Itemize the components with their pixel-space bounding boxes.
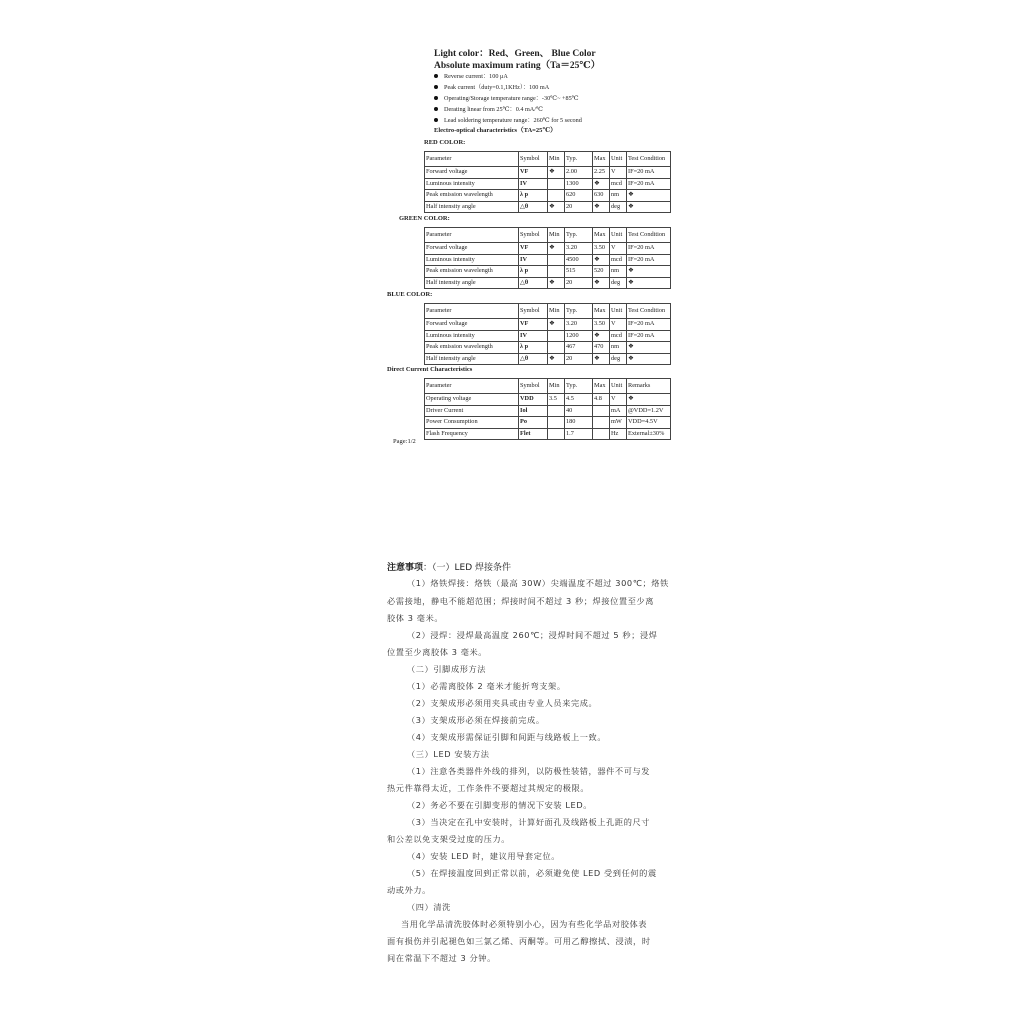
table-cell: ❖ xyxy=(627,190,671,202)
table-cell: nm xyxy=(610,266,627,278)
table-cell: ❖ xyxy=(627,201,671,213)
note-line: （1）必需离胶体 2 毫米才能折弯支架。 xyxy=(407,681,566,691)
table-cell: Luminous intensity xyxy=(425,254,519,266)
table-row xyxy=(425,319,671,331)
table-row xyxy=(425,254,671,266)
table-cell: Power Consumption xyxy=(425,417,519,429)
table-cell: V xyxy=(610,319,627,331)
table-cell: 4500 xyxy=(565,254,593,266)
bullet-icon xyxy=(434,107,438,111)
table-cell: ❖ xyxy=(627,342,671,354)
table-cell xyxy=(593,417,610,429)
table-cell: 1200 xyxy=(565,330,593,342)
table-row xyxy=(425,243,671,255)
rating-item xyxy=(434,71,508,80)
table-row xyxy=(425,428,671,440)
header-cell: Unit xyxy=(610,304,627,319)
table-cell: V xyxy=(610,167,627,179)
table-cell xyxy=(593,428,610,440)
header-cell: Min xyxy=(548,152,565,167)
header-cell: Parameter xyxy=(425,152,519,167)
table-cell: 1.7 xyxy=(565,428,593,440)
table-cell xyxy=(548,254,565,266)
table-row xyxy=(425,353,671,365)
table-cell: VDD xyxy=(519,394,548,406)
table-cell: IF=20 mA xyxy=(627,319,671,331)
table-cell: Hz xyxy=(610,428,627,440)
note-line: 胶体 3 毫米。 xyxy=(387,613,444,623)
note-line: （4）支架成形需保证引脚和间距与线路板上一致。 xyxy=(407,732,607,742)
table-cell: Half intensity angle xyxy=(425,277,519,289)
table-row xyxy=(425,190,671,202)
table-cell: @VDD=1.2V xyxy=(627,405,671,417)
note-line: （2）浸焊：浸焊最高温度 260℃；浸焊时间不超过 5 秒；浸焊 xyxy=(407,630,658,640)
rating-item xyxy=(434,104,543,113)
note-line: （1）烙铁焊接：烙铁（最高 30W）尖端温度不超过 300℃；烙铁 xyxy=(407,578,669,588)
note-line: 位置至少离胶体 3 毫米。 xyxy=(387,647,488,657)
table-cell: 40 xyxy=(565,405,593,417)
header-cell: Test Condition xyxy=(627,228,671,243)
table-cell: ❖ xyxy=(548,319,565,331)
bullet-icon xyxy=(434,85,438,89)
table-cell: VF xyxy=(519,167,548,179)
table-cell: Operating voltage xyxy=(425,394,519,406)
table-row xyxy=(425,201,671,213)
section-label: BLUE COLOR: xyxy=(387,291,433,298)
header-cell: Min xyxy=(548,304,565,319)
table-cell: ❖ xyxy=(593,277,610,289)
note-line: 面有损伤并引起褪色如三氯乙烯、丙酮等。可用乙醇擦拭、浸渍，时 xyxy=(387,936,651,946)
table-cell: IV xyxy=(519,254,548,266)
table-cell: 20 xyxy=(565,201,593,213)
table-cell: Luminous intensity xyxy=(425,178,519,190)
electro-optical-heading: Electro-optical characteristics（TA=25℃） xyxy=(434,127,557,134)
table-cell: Forward voltage xyxy=(425,243,519,255)
header-cell: Typ. xyxy=(565,304,593,319)
table-cell: 1300 xyxy=(565,178,593,190)
table-cell: ❖ xyxy=(627,277,671,289)
table-row xyxy=(425,178,671,190)
color-spec-table xyxy=(424,303,671,365)
table-cell xyxy=(548,428,565,440)
table-cell: mcd xyxy=(610,178,627,190)
table-cell: ❖ xyxy=(548,277,565,289)
table-cell xyxy=(548,342,565,354)
table-cell: △θ xyxy=(519,201,548,213)
table-cell: Peak emission wavelength xyxy=(425,266,519,278)
header-cell: Symbol xyxy=(519,304,548,319)
table-cell: nm xyxy=(610,190,627,202)
notes-title-suffix: ：（一）LED 焊接条件 xyxy=(423,563,512,573)
table-cell: mA xyxy=(610,405,627,417)
note-line: 必需接地，静电不能超范围；焊接时间不超过 3 秒；焊接位置至少离 xyxy=(387,596,655,606)
header-cell: Typ. xyxy=(565,228,593,243)
table-cell xyxy=(548,266,565,278)
rating-text: Lead soldering temperature range：260℃ for 5 second xyxy=(444,117,582,124)
table-cell: 180 xyxy=(565,417,593,429)
note-line: （4）安装 LED 时，建议用导套定位。 xyxy=(407,851,561,861)
notes-heading xyxy=(387,560,511,573)
table-cell: ❖ xyxy=(548,243,565,255)
note-line: （2）务必不要在引脚变形的情况下安装 LED。 xyxy=(407,800,593,810)
header-cell: Max xyxy=(593,152,610,167)
header-cell: Symbol xyxy=(519,379,548,394)
note-line: （四）清洗 xyxy=(407,902,451,912)
table-cell: Luminous intensity xyxy=(425,330,519,342)
table-cell: nm xyxy=(610,342,627,354)
rating-item xyxy=(434,93,579,102)
table-cell: ❖ xyxy=(593,201,610,213)
table-row xyxy=(425,167,671,179)
note-line: 当用化学品清洗胶体时必须特别小心，因为有些化学品对胶体表 xyxy=(401,919,648,929)
header-cell: Test Condition xyxy=(627,152,671,167)
table-cell: Po xyxy=(519,417,548,429)
table-cell: mW xyxy=(610,417,627,429)
section-label: RED COLOR: xyxy=(424,139,466,146)
dc-table xyxy=(424,378,671,440)
note-line: （2）支架成形必须用夹具或由专业人员来完成。 xyxy=(407,698,598,708)
header-cell: Typ. xyxy=(565,379,593,394)
table-cell: IF=20 mA xyxy=(627,254,671,266)
table-row xyxy=(425,394,671,406)
table-cell: 4.8 xyxy=(593,394,610,406)
table-cell: 20 xyxy=(565,277,593,289)
note-line: 间在常温下不超过 3 分钟。 xyxy=(387,953,496,963)
table-cell xyxy=(548,178,565,190)
table-cell: ❖ xyxy=(627,353,671,365)
header-cell: Unit xyxy=(610,152,627,167)
table-cell: 470 xyxy=(593,342,610,354)
bullet-icon xyxy=(434,118,438,122)
table-cell: 2.00 xyxy=(565,167,593,179)
table-cell: VDD=4.5V xyxy=(627,417,671,429)
section-label: GREEN COLOR: xyxy=(399,215,450,222)
table-cell: 467 xyxy=(565,342,593,354)
table-cell: VF xyxy=(519,319,548,331)
table-cell: 515 xyxy=(565,266,593,278)
table-cell: Half intensity angle xyxy=(425,353,519,365)
table-row xyxy=(425,342,671,354)
table-cell: Forward voltage xyxy=(425,167,519,179)
header-cell: Max xyxy=(593,304,610,319)
table-cell: deg xyxy=(610,353,627,365)
notes-title: 注意事项 xyxy=(387,563,424,573)
table-cell xyxy=(548,190,565,202)
header-cell: Symbol xyxy=(519,228,548,243)
header-cell: Parameter xyxy=(425,379,519,394)
table-row xyxy=(425,405,671,417)
rating-text: Peak current（duty=0.1,1KHz）：100 mA xyxy=(444,84,550,91)
header-cell: Symbol xyxy=(519,152,548,167)
table-cell: Peak emission wavelength xyxy=(425,190,519,202)
table-cell: IF=20 mA xyxy=(627,330,671,342)
rating-text: Operating/Storage temperature range：-30℃~ +85℃ xyxy=(444,95,579,102)
note-line: 热元件靠得太近，工作条件不要超过其规定的极限。 xyxy=(387,783,590,793)
table-cell: ❖ xyxy=(593,353,610,365)
table-cell: Half intensity angle xyxy=(425,201,519,213)
header-cell: Typ. xyxy=(565,152,593,167)
table-row xyxy=(425,266,671,278)
table-cell: 4.5 xyxy=(565,394,593,406)
rating-text: Reverse current：100 μA xyxy=(444,73,508,80)
page-number: Page:1/2 xyxy=(393,438,416,445)
table-cell: 620 xyxy=(565,190,593,202)
header-cell: Min xyxy=(548,379,565,394)
light-color-heading: Light color：Red、Green、 Blue Color xyxy=(434,49,596,59)
table-cell: ❖ xyxy=(548,201,565,213)
table-cell: deg xyxy=(610,201,627,213)
table-cell: 3.20 xyxy=(565,243,593,255)
table-cell: V xyxy=(610,394,627,406)
rating-text: Derating linear from 25℃：0.4 mA/℃ xyxy=(444,106,543,113)
note-line: （3）支架成形必须在焊接前完成。 xyxy=(407,715,545,725)
table-cell xyxy=(548,405,565,417)
note-line: （3）当决定在孔中安装时，计算好面孔及线路板上孔距的尺寸 xyxy=(407,817,651,827)
table-header-row xyxy=(425,379,671,394)
header-cell: Parameter xyxy=(425,228,519,243)
table-row xyxy=(425,417,671,429)
bullet-icon xyxy=(434,96,438,100)
color-spec-table xyxy=(424,151,671,213)
table-cell: IF=20 mA xyxy=(627,167,671,179)
header-cell: Unit xyxy=(610,379,627,394)
note-line: （二）引脚成形方法 xyxy=(407,664,487,674)
color-spec-table xyxy=(424,227,671,289)
table-cell: Peak emission wavelength xyxy=(425,342,519,354)
dc-heading: Direct Current Characteristics xyxy=(387,366,473,373)
table-cell: mcd xyxy=(610,254,627,266)
table-cell xyxy=(548,330,565,342)
table-cell: ❖ xyxy=(548,353,565,365)
table-row xyxy=(425,330,671,342)
bullet-icon xyxy=(434,74,438,78)
table-cell: mcd xyxy=(610,330,627,342)
table-header-row xyxy=(425,152,671,167)
table-cell: 3.50 xyxy=(593,243,610,255)
table-cell: ❖ xyxy=(593,254,610,266)
header-cell: Remarks xyxy=(627,379,671,394)
table-cell: Driver Current xyxy=(425,405,519,417)
header-cell: Test Condition xyxy=(627,304,671,319)
table-cell xyxy=(593,405,610,417)
table-cell: 2.25 xyxy=(593,167,610,179)
table-cell: ❖ xyxy=(593,330,610,342)
note-line: 动或外力。 xyxy=(387,885,431,895)
table-cell: ❖ xyxy=(548,167,565,179)
table-cell: ❖ xyxy=(627,266,671,278)
table-cell: ❖ xyxy=(627,394,671,406)
table-cell: Flash Frequency xyxy=(425,428,519,440)
table-cell: VF xyxy=(519,243,548,255)
table-cell: 20 xyxy=(565,353,593,365)
table-cell: 630 xyxy=(593,190,610,202)
header-cell: Unit xyxy=(610,228,627,243)
table-cell: Iol xyxy=(519,405,548,417)
table-cell: IV xyxy=(519,178,548,190)
table-cell: 3.20 xyxy=(565,319,593,331)
table-cell: deg xyxy=(610,277,627,289)
table-cell: λ p xyxy=(519,190,548,202)
note-line: 和公差以免支架受过度的压力。 xyxy=(387,834,511,844)
table-cell: Forward voltage xyxy=(425,319,519,331)
header-cell: Max xyxy=(593,379,610,394)
table-cell: V xyxy=(610,243,627,255)
table-cell: λ p xyxy=(519,266,548,278)
table-cell: 3.5 xyxy=(548,394,565,406)
absolute-max-heading: Absolute maximum rating（Ta＝25℃） xyxy=(434,61,601,71)
table-header-row xyxy=(425,304,671,319)
table-cell: Flet xyxy=(519,428,548,440)
header-cell: Parameter xyxy=(425,304,519,319)
table-cell: IF=20 mA xyxy=(627,243,671,255)
table-header-row xyxy=(425,228,671,243)
note-line: （1）注意各类器件外线的排列，以防极性装错，器件不可与发 xyxy=(407,766,651,776)
header-cell: Min xyxy=(548,228,565,243)
note-line: （三）LED 安装方法 xyxy=(407,749,490,759)
table-cell: λ p xyxy=(519,342,548,354)
table-cell xyxy=(548,417,565,429)
table-cell: IF=20 mA xyxy=(627,178,671,190)
table-cell: 3.50 xyxy=(593,319,610,331)
table-cell: ❖ xyxy=(593,178,610,190)
table-cell: △θ xyxy=(519,277,548,289)
rating-item xyxy=(434,82,549,91)
table-cell: External±30% xyxy=(627,428,671,440)
table-cell: 520 xyxy=(593,266,610,278)
header-cell: Max xyxy=(593,228,610,243)
table-row xyxy=(425,277,671,289)
rating-item xyxy=(434,115,582,124)
table-cell: △θ xyxy=(519,353,548,365)
table-cell: IV xyxy=(519,330,548,342)
note-line: （5）在焊接温度回到正常以前，必须避免使 LED 受到任何的震 xyxy=(407,868,657,878)
